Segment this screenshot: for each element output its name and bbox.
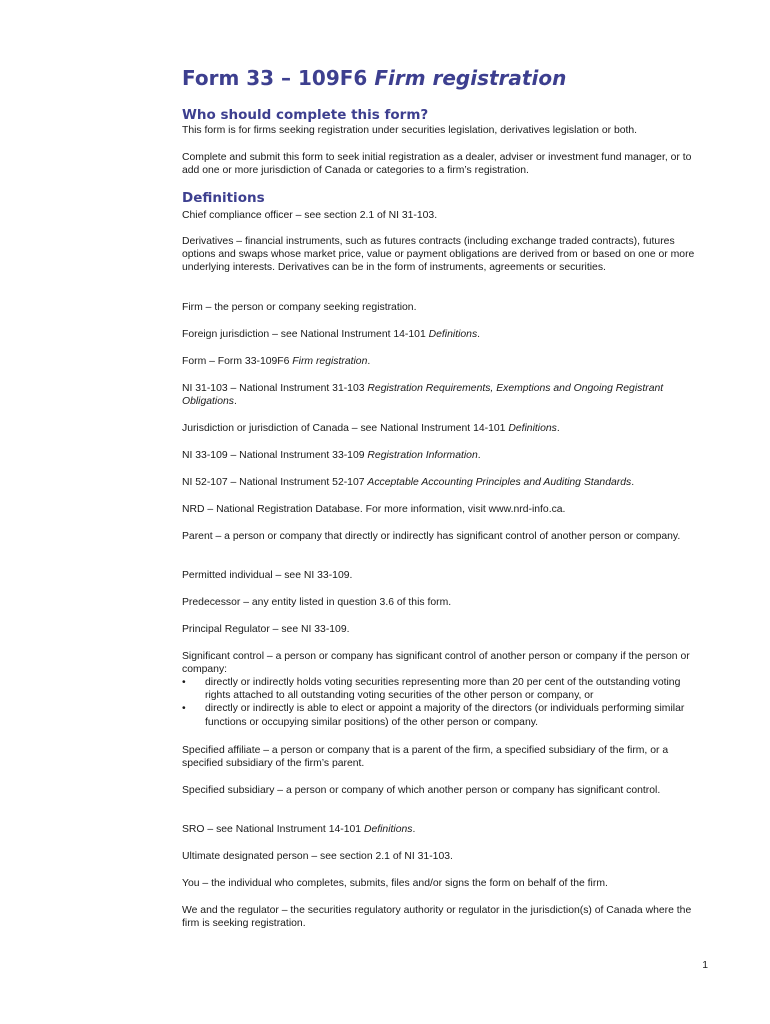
definition-permitted-individual: Permitted individual – see NI 33-109. xyxy=(182,570,353,581)
definition-text: Jurisdiction or jurisdiction of Canada – see National Instrument 14-101 xyxy=(182,423,509,434)
definition-ni-31-103 xyxy=(182,382,702,408)
definition-italic: Firm registration xyxy=(292,356,368,367)
definition-chief-compliance-officer: Chief compliance officer – see section 2.1 of NI 31-103. xyxy=(182,210,438,221)
definition-foreign-jurisdiction xyxy=(182,328,702,341)
definition-principal-regulator: Principal Regulator – see NI 33-109. xyxy=(182,624,350,635)
definition-text: NI 33-109 – National Instrument 33-109 xyxy=(182,450,368,461)
definition-suffix: . xyxy=(367,356,371,367)
definition-ni-33-109 xyxy=(182,449,702,462)
who-paragraph-2: Complete and submit this form to seek initial registration as a dealer, adviser or investment fund manager, or to add one or more jurisdiction of Canada or categories to a firm’s registration. xyxy=(182,152,692,177)
definition-specified-subsidiary: Specified subsidiary – a person or company of which another person or company has significant control. xyxy=(182,785,661,796)
definition-suffix: . xyxy=(556,423,560,434)
definition-you: You – the individual who completes, submits, files and/or signs the form on behalf of the firm. xyxy=(182,878,608,889)
definition-italic: Registration Requirements, Exemptions and Ongoing Registrant Obligations xyxy=(182,383,664,408)
bullet-glyph: • xyxy=(182,703,186,715)
definition-italic: Definitions xyxy=(363,824,413,835)
who-heading: Who should complete this form? xyxy=(182,107,429,123)
definition-jurisdiction xyxy=(182,422,702,435)
definition-suffix: . xyxy=(233,396,237,408)
definition-italic: Registration Information xyxy=(367,450,478,461)
definition-parent: Parent – a person or company that directly or indirectly has significant control of another person or company. xyxy=(182,531,681,542)
significant-control-list xyxy=(182,676,702,729)
definition-firm: Firm – the person or company seeking registration. xyxy=(182,302,417,313)
definition-ni-52-107 xyxy=(182,476,702,489)
definition-text: NI 52-107 – National Instrument 52-107 xyxy=(182,477,368,488)
definitions-heading: Definitions xyxy=(182,190,265,206)
definition-suffix: . xyxy=(631,477,635,488)
list-item xyxy=(182,702,702,728)
definition-derivatives: Derivatives – financial instruments, such as futures contracts (including exchange traded contracts), futures options and swaps whose market price, value or payment obligations are derived from or based on one or more underlying interests. Derivatives can be in the form of instruments, agreements or securities. xyxy=(182,236,695,274)
definition-sro xyxy=(182,823,702,836)
definition-italic: Acceptable Accounting Principles and Auditing Standards xyxy=(367,477,632,488)
definition-italic: Definitions xyxy=(428,329,478,340)
form-title xyxy=(182,66,566,90)
definition-text: Form – Form 33-109F6 xyxy=(182,356,293,367)
form-title-main: Form 33 – 109F6 xyxy=(182,66,368,90)
definition-ultimate-designated-person: Ultimate designated person – see section 2.1 of NI 31-103. xyxy=(182,851,453,862)
list-item-text: directly or indirectly is able to elect or appoint a majority of the directors (or individuals performing similar functions or occupying similar positions) of the other person or company. xyxy=(205,703,685,728)
form-title-italic: Firm registration xyxy=(374,66,567,90)
definition-suffix: . xyxy=(477,450,481,461)
definition-nrd: NRD – National Registration Database. For more information, visit www.nrd-info.ca. xyxy=(182,504,566,515)
definition-we-and-the-regulator: We and the regulator – the securities regulatory authority or regulator in the jurisdiction(s) of Canada where the firm is seeking registration. xyxy=(182,905,692,930)
definition-text: SRO – see National Instrument 14-101 xyxy=(182,824,364,835)
bullet-glyph: • xyxy=(182,677,186,688)
list-item-text: directly or indirectly holds voting securities representing more than 20 per cent of the outstanding voting rights attached to all outstanding voting securities of the other person or company, or xyxy=(205,677,681,702)
who-paragraph-1: This form is for firms seeking registration under securities legislation, derivatives legislation or both. xyxy=(182,125,638,136)
definition-suffix: . xyxy=(412,824,416,835)
definition-specified-affiliate: Specified affiliate – a person or company that is a parent of the firm, a specified subsidiary of the firm, or a specified subsidiary of the firm’s parent. xyxy=(182,745,669,770)
definition-italic: Definitions xyxy=(508,423,557,434)
definition-form xyxy=(182,355,702,368)
definition-significant-control: Significant control – a person or company has significant control of another person or company if the person or company: xyxy=(182,651,690,676)
definition-text: Foreign jurisdiction – see National Instrument 14-101 xyxy=(182,329,429,340)
page-number: 1 xyxy=(702,960,708,971)
definition-text: NI 31-103 – National Instrument 31-103 xyxy=(182,383,368,394)
definition-suffix: . xyxy=(477,329,481,340)
definition-predecessor: Predecessor – any entity listed in question 3.6 of this form. xyxy=(182,597,452,608)
list-item xyxy=(182,676,702,702)
